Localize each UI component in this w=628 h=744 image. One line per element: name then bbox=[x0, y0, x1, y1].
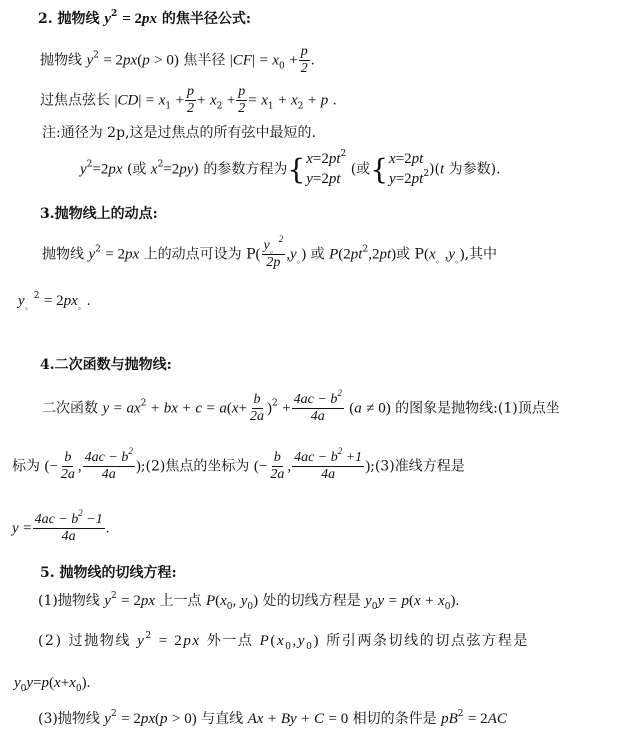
note-latus-rectum: 注:通径为 2p,这是过焦点的所有弦中最短的. bbox=[42, 125, 316, 141]
tangent-item-3: (3)抛物线 $y^2 = 2px(p > 0)$ 与直线 Ax + By + C = 0 相切的条件是 $pB^2 = 2AC$ bbox=[38, 709, 507, 727]
tangent-item-2b: $y_0y=p(x+x_0)$. bbox=[14, 675, 91, 694]
moving-point-line1: 抛物线 $y^2 = 2px$ 上的动点可设为 P( $\frac{y_。^2}{2p}$ $,y_。$) 或 $P(2pt^2,2pt)$或 $P(x_。,y_。)$,其中 bbox=[42, 234, 498, 271]
moving-point-line2: $y_。^2 = 2px_。$. bbox=[18, 291, 91, 312]
quadratic-line3: y = $\frac{4ac - b^2 -1}{4a}$ . bbox=[12, 508, 110, 545]
tangent-item-2a: (2) 过抛物线 $y^2 = 2px$ 外一点 $P(x_0,y_0)$ 所引两条切线的切点弦方程是 bbox=[38, 631, 529, 652]
quadratic-line2: 标为 (− $\frac{b}{2a}$ , $\frac{4ac - b^2}{4a}$ );(2)焦点的坐标为 (− $\frac{b}{2a}$ , $\frac{4ac - b^2 +1}{4a}$ );(3)准线方程是 bbox=[12, 446, 465, 483]
parametric-equation: $y^2=2px$ (或 $x^2=2py$) 的参数方程为 { $x=2pt^2$ y=2pt (或 { x=2pt $y=2pt^2$ )(t 为参数). bbox=[80, 149, 501, 187]
tangent-item-1: (1)抛物线 $y^2 = 2px$ 上一点 $P(x_0$, $y_0$) 处的切线方程是 $y_0y = p(x + x_0)$. bbox=[38, 591, 460, 612]
focal-radius-formula: 抛物线 $y^2 = 2px(p > 0)$ 焦半径 $|CF| = x_0$ + $\frac{p}{2}$ . bbox=[40, 44, 315, 77]
quadratic-line1: 二次函数 $y = ax^2$ + bx + c = a(x+ $\frac{b}{2a}$ )$^2$ + $\frac{4ac - b^2}{4a}$ (a ≠ 0) 的图象是抛物线:(1)顶点坐 bbox=[42, 388, 560, 425]
chord-length-formula: 过焦点弦长 $|CD| = x_1$ + $\frac{p}{2}$ + $x_2$ + $\frac{p}{2}$ = $x_1 + x_2 + p$ . bbox=[40, 84, 337, 117]
section-4-title: 4.二次函数与抛物线: bbox=[40, 357, 172, 373]
section-2-title: 2. 抛物线 $y^2 = 2px$ 的焦半径公式: bbox=[38, 9, 252, 27]
section-5-title: 5. 抛物线的切线方程: bbox=[40, 565, 177, 581]
section-3-title: 3.抛物线上的动点: bbox=[40, 206, 158, 222]
